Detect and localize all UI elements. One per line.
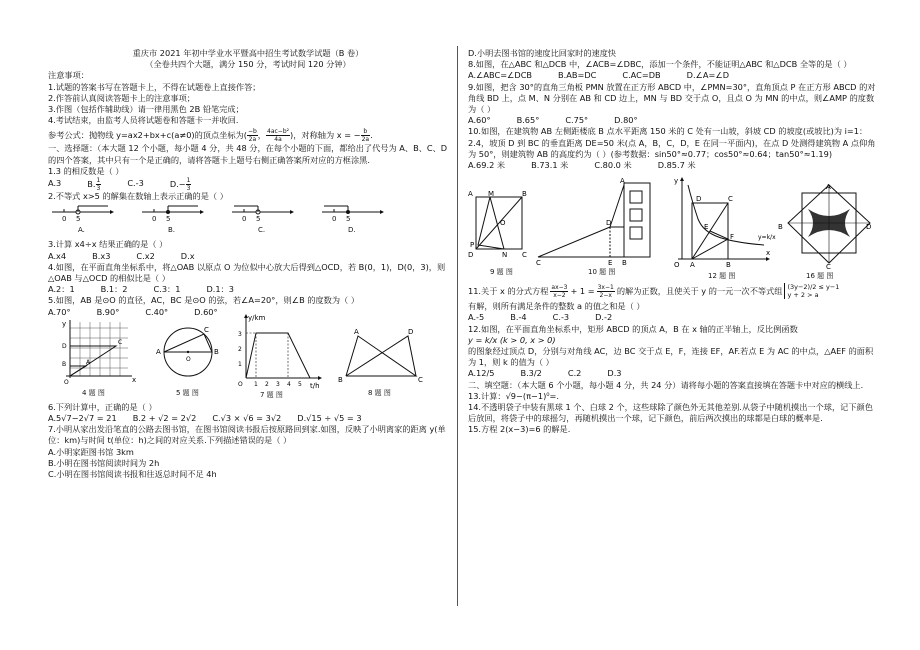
q11-system-2: y + 2 > a	[787, 291, 819, 300]
figure-9	[468, 189, 532, 265]
q7-option-a: A.小明家距图书馆 3km	[48, 446, 134, 457]
fig9-label-p: P	[470, 241, 475, 250]
page-title: 重庆市 2021 年初中学业水平暨高中招生考试数学试题（B 卷）	[132, 48, 364, 58]
fig4-label-a: A	[86, 358, 91, 366]
fig12-label-func: y=k/x	[758, 234, 776, 242]
fig10-label-e: E	[608, 259, 613, 268]
section-1-heading: 一、选择题：（本大题 12 个小题，每小题 4 分，共 48 分，在每个小题的下面，都给出了代号为 A、B、C、D 的四个答案，其中只有一个是正确的，请将答题卡上题号右侧正确答案所对应的方框涂黑.	[48, 143, 448, 165]
q10-options: A.69.2 米 B.73.1 米 C.80.0 米 D.85.7 米	[468, 160, 696, 171]
tick-0: 0	[152, 215, 157, 224]
caption-fig10: 10 题 图	[588, 268, 616, 277]
fig12-label-c: C	[728, 195, 733, 204]
caption-fig9: 9 题 图	[490, 268, 513, 277]
fig9-label-a: A	[468, 190, 473, 199]
question-14: 14.不透明袋子中装有黑球 1 个、白球 2 个，这些球除了颜色外无其他差别.从袋子中随机摸出一个球，记下颜色后放回，将袋子中的球摇匀，再随机摸出一个球，记下颜色，前后两次摸出的球都是白球的概率是.	[468, 402, 873, 424]
figure-10	[534, 175, 654, 268]
fig10-label-a: A	[620, 177, 625, 186]
fig5-label-a: A	[156, 347, 161, 356]
question-6: 6.下列计算中，正确的是（ ）	[48, 401, 157, 412]
tick-5: 5	[346, 215, 351, 224]
question-12: 12.如图，在平面直角坐标系中，矩形 ABCD 的顶点 A，B 在 x 轴的正半轴上，反比例函数	[468, 323, 798, 334]
figure-4	[58, 318, 138, 388]
caption-fig7: 7 题 图	[260, 390, 283, 399]
notice-heading: 注意事项：	[48, 70, 89, 81]
question-15: 15.方程 2(x−3)=6 的解是.	[468, 424, 571, 435]
q2-label-d: D.	[348, 226, 356, 235]
question-12-tail: 的图象经过顶点 D，分别与对角线 AC，边 BC 交于点 E，F，连接 EF，AF.若点 E 为 AC 的中点，△AEF 的面积为 1，则 k 的值为（ ）	[468, 346, 874, 368]
column-divider	[457, 46, 458, 606]
q4-options: A.2：1 B.1：2 C.3：1 D.1：3	[48, 284, 234, 295]
fig12-label-f: F	[730, 233, 735, 242]
fig9-label-d: D	[468, 251, 474, 260]
question-12-func: y = k/x (k > 0, x > 0)	[468, 334, 556, 345]
fig10-label-d: D	[606, 219, 612, 228]
fig7-xtick-3: 3	[276, 380, 280, 388]
fig7-xtick-4: 4	[287, 380, 291, 388]
q2-label-c: C.	[258, 226, 266, 235]
fig7-origin: O	[238, 380, 243, 388]
notice-3: 3.作图（包括作辅助线）请一律用黑色 2B 铅笔完成；	[48, 104, 244, 115]
fig4-label-o: O	[64, 378, 69, 386]
fig7-ytick-1: 1	[238, 360, 242, 368]
fig5-label-c: C	[204, 325, 209, 334]
question-4: 4.如图，在平面直角坐标系中，将△OAB 以原点 O 为位似中心放大后得到△OCD，若 B(0，1)，D(0，3)，则△OAB 与△OCD 的相似比是（ ）	[48, 261, 446, 284]
question-7: 7.小明从家出发沿笔直的公路去图书馆，在图书馆阅读书报后按原路回到家.如图，反映了小明离家的距离 y(单位：km)与时间 t(单位：h)之间的对应关系.下列描述错误的是（ ）	[48, 424, 446, 446]
caption-fig16: 16 题 图	[806, 272, 834, 281]
question-2: 2.不等式 x>5 的解集在数轴上表示正确的是（ ）	[48, 191, 228, 202]
fig9-label-c: C	[522, 251, 527, 260]
fig4-label-b: B	[62, 360, 67, 368]
fig7-ytick-3: 3	[238, 330, 242, 338]
fig5-label-o: O	[186, 355, 191, 363]
question-11: 11.关于 x 的分式方程 $\frac{ax-3}{x-2}$ + 1 = $\frac{3x-1}{2-x}$ 的解为正数，且使关于 y 的一元一次不等式组 (3y−2)/2 ≤ y−1 y + 2 > a	[468, 283, 840, 300]
q8-options: A.∠ABC=∠DCB B.AB=DC C.AC=DB D.∠A=∠D	[468, 70, 729, 81]
q9-options: A.60° B.65° C.75° D.80°	[468, 115, 638, 126]
question-13: 13.计算：√9−(π−1)⁰=.	[468, 390, 560, 401]
fig8-label-c: C	[418, 375, 423, 384]
caption-fig5: 5 题 图	[176, 388, 199, 397]
caption-fig4: 4 题 图	[82, 388, 105, 397]
fig8-label-b: B	[338, 375, 343, 384]
q11-options: A.-5 B.-4 C.-3 D.-2	[468, 312, 613, 323]
q5-options: A.70° B.90° C.40° D.60°	[48, 306, 218, 317]
fig7-xtick-2: 2	[265, 380, 269, 388]
figure-7	[234, 312, 324, 390]
fig7-xtick-5: 5	[298, 380, 302, 388]
question-5: 5.如图，AB 是⊙O 的直径，AC，BC 是⊙O 的弦，若∠A=20°，则∠B 的度数为（ ）	[48, 295, 360, 306]
q2-number-lines	[48, 202, 408, 236]
fig4-label-c: C	[118, 338, 123, 346]
fig7-xtick-1: 1	[254, 380, 258, 388]
caption-fig12: 12 题 图	[708, 272, 736, 281]
notice-4: 4.考试结束，由监考人员将试题卷和答题卡一并收回.	[48, 115, 239, 126]
question-8: 8.如图，在△ABC 和△DCB 中，∠ACB=∠DBC，添加一个条件，不能证明△ABC 和△DCB 全等的是（ ）	[468, 59, 852, 70]
q7-option-c: C.小明在图书馆阅读书报和往返总时间不足 4h	[48, 469, 217, 480]
fig9-label-m: M	[488, 190, 495, 199]
q7-option-b: B.小明在图书馆阅读时间为 2h	[48, 457, 160, 468]
fig9-label-b: B	[522, 190, 527, 199]
fig16-label-a: A	[826, 183, 831, 192]
q12-options: A.12/5 B.3/2 C.2 D.3	[468, 368, 622, 379]
tick-0: 0	[62, 215, 67, 224]
fig9-label-o: O	[500, 219, 506, 228]
fig8-label-d: D	[408, 327, 414, 336]
fig12-label-o: O	[674, 261, 680, 270]
figure-8	[338, 324, 428, 386]
figure-5	[156, 318, 226, 388]
fig10-label-c: C	[536, 259, 541, 268]
caption-fig8: 8 题 图	[368, 388, 391, 397]
q7-option-d: D.小明去图书馆的速度比回家时的速度快	[468, 48, 617, 58]
question-9: 9.如图，把含 30°的直角三角板 PMN 放置在正方形 ABCD 中，∠PMN=30°，直角顶点 P 在正方形 ABCD 的对角线 BD 上，点 M、N 分别在 AB 和 CD 边上，MN 与 BD 交于点 O，且点 O 为 MN 的中点，则∠AMP 的度数为（ ）	[468, 81, 876, 115]
left-column	[48, 48, 448, 480]
notice-1: 1.试题的答案书写在答题卡上，不得在试题卷上直接作答；	[48, 81, 261, 92]
right-column	[468, 48, 878, 436]
notice-2: 2.作答前认真阅读答题卡上的注意事项；	[48, 92, 195, 103]
figures-row-2	[468, 175, 878, 281]
fig7-xlabel: t/h	[310, 381, 320, 390]
fig12-label-d: D	[696, 195, 702, 204]
fig7-ylabel: y/km	[248, 313, 266, 322]
fig12-label-y: y	[674, 177, 679, 186]
question-11-tail: 有解，则所有满足条件的整数 a 的值之和是（ ）	[468, 301, 645, 312]
tick-5: 5	[256, 215, 261, 224]
figure-16	[778, 183, 874, 272]
q11-system-1: (3y−2)/2 ≤ y−1	[787, 283, 840, 292]
tick-0: 0	[242, 215, 247, 224]
figures-row-1	[48, 313, 448, 399]
tick-5: 5	[166, 215, 171, 224]
question-3: 3.计算 x4÷x 结果正确的是（ ）	[48, 239, 168, 250]
q2-label-b: B.	[168, 226, 176, 235]
fig12-label-b: B	[726, 261, 731, 270]
q3-options: A.x4 B.x3 C.x2 D.x	[48, 250, 195, 261]
question-10: 10.如图，在建筑物 AB 左侧距楼底 B 点水平距离 150 米的 C 处有一山坡，斜坡 CD 的坡度(或坡比)为 i=1：2.4，坡顶 D 到 BC 的垂直距离 DE=50 米(点 A，B，C，D，E 在同一平面内)，在点 D 处测得建筑物 A 点仰角为 50°，则建筑物 AB 的高度约为（ ）(参考数据：sin50°≈0.77；cos50°≈0.64；tan50°≈1.19)	[468, 126, 876, 159]
q6-options: A.5√7−2√7 = 21 B.2 + √2 = 2√2 C.√3 × √6 = 3√2 D.√15 ÷ √5 = 3	[48, 413, 362, 424]
tick-0: 0	[332, 215, 337, 224]
fig16-label-d: D	[866, 223, 872, 232]
fig12-label-e: E	[704, 223, 709, 232]
q2-label-a: A.	[78, 226, 85, 235]
fig4-label-y: y	[62, 319, 67, 328]
section-2-heading: 二、填空题：（本大题 6 个小题，每小题 4 分，共 24 分）请将每小题的答案直接填在答题卡中对应的横线上.	[468, 379, 864, 390]
fig4-label-d: D	[62, 342, 67, 350]
fig10-label-b: B	[622, 259, 627, 268]
tick-5: 5	[76, 215, 81, 224]
fig12-label-x: x	[766, 249, 771, 258]
figure-12	[668, 175, 778, 270]
fig4-label-x: x	[132, 375, 137, 384]
page-subtitle: （全卷共四个大题，满分 150 分，考试时间 120 分钟）	[145, 59, 351, 70]
fig5-label-b: B	[214, 347, 219, 356]
fig16-label-b: B	[778, 223, 783, 232]
fig8-label-a: A	[354, 327, 359, 336]
q1-options: A.3 B. $\frac{1}{3}$ C.-3 D.− $\frac{1}{3}$	[48, 176, 191, 192]
reference-formula: 参考公式：抛物线 y=ax2+bx+c(a≠0)的顶点坐标为( $\frac{-b}{2a}$ ， $\frac{\text{4ac−b²}}{4a}$ )，对称轴为 x = − $\frac{b}{2a}$ .	[48, 128, 373, 144]
fig7-ytick-2: 2	[238, 345, 242, 353]
question-1: 1.3 的相反数是（ ）	[48, 165, 124, 176]
fig9-label-n: N	[502, 251, 508, 260]
fig16-label-c: C	[826, 263, 831, 272]
fig12-label-a: A	[690, 261, 695, 270]
